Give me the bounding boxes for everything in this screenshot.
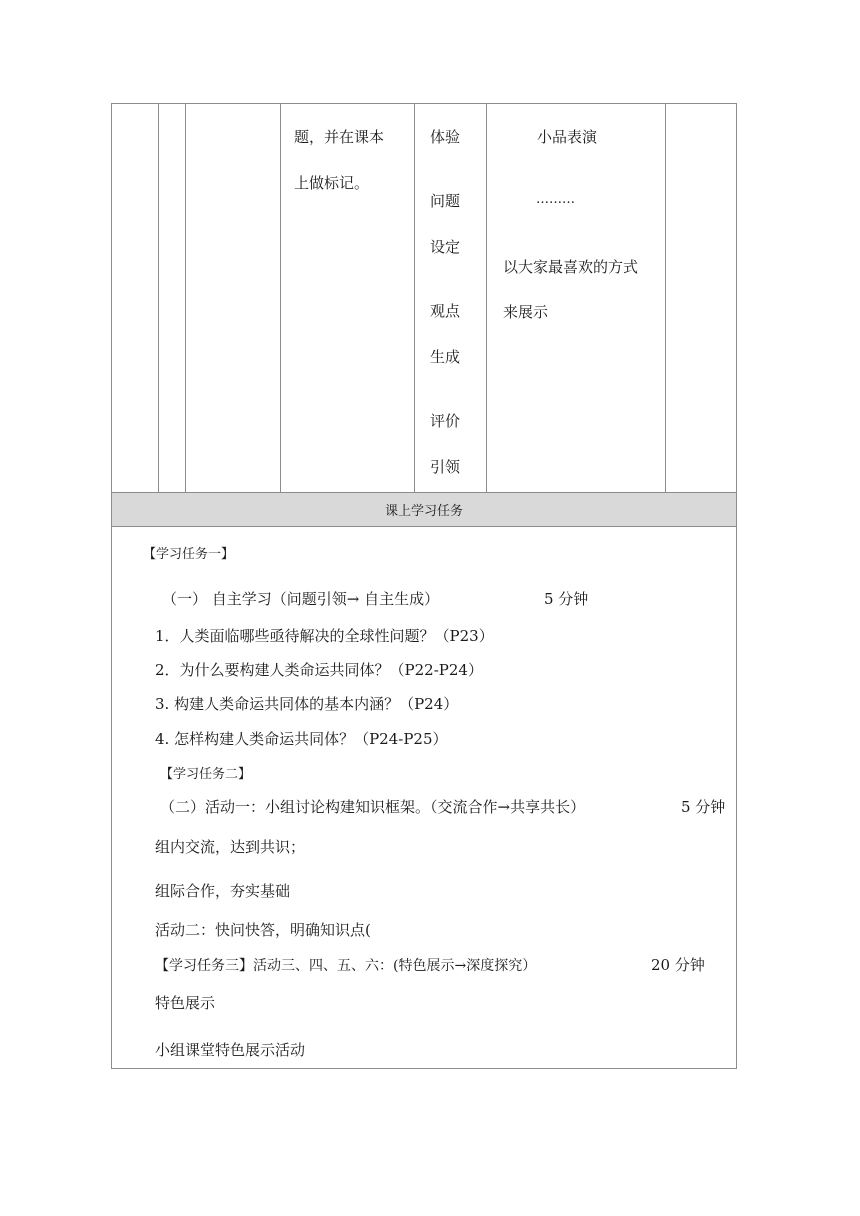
body-text: 组际合作，夯实基础 bbox=[155, 882, 291, 900]
task-line: 【学习任务三】活动三、四、五、六：(特色展示→深度探究） bbox=[155, 958, 537, 974]
part-time: 5 分钟 bbox=[681, 798, 726, 816]
section-header: 课上学习任务 bbox=[112, 493, 736, 527]
task-label: 【学习任务一】 bbox=[143, 547, 235, 562]
part-time: 20 分钟 bbox=[651, 956, 705, 974]
column-divider bbox=[665, 103, 666, 493]
part-title: （二）活动一：小组讨论构建知识框架。（交流合作→共享共长） bbox=[160, 798, 586, 816]
cell-text: 题，并在课本 bbox=[294, 128, 385, 146]
cell-text: 引领 bbox=[430, 458, 461, 476]
cell-text: 生成 bbox=[430, 348, 461, 366]
cell-text: 问题 bbox=[430, 192, 461, 210]
cell-text: 小品表演 bbox=[537, 128, 598, 146]
column-divider bbox=[185, 103, 186, 493]
column-divider bbox=[280, 103, 281, 493]
column-divider bbox=[486, 103, 487, 493]
cell-text: 观点 bbox=[430, 302, 461, 320]
cell-text: 设定 bbox=[430, 238, 461, 256]
column-divider bbox=[158, 103, 159, 493]
body-text: 活动二：快问快答，明确知识点( bbox=[155, 921, 371, 939]
part-title: （一） 自主学习（问题引领→ 自主生成） bbox=[162, 590, 440, 608]
column-divider bbox=[414, 103, 415, 493]
question-item: 4. 怎样构建人类命运共同体？（P24-P25） bbox=[155, 730, 448, 748]
part-time: 5 分钟 bbox=[544, 590, 589, 608]
task-label: 【学习任务二】 bbox=[160, 767, 252, 782]
cell-text: ……… bbox=[536, 192, 575, 207]
cell-text: 以大家最喜欢的方式 bbox=[503, 258, 639, 276]
cell-text: 体验 bbox=[430, 128, 461, 146]
question-item: 1．人类面临哪些亟待解决的全球性问题？（P23） bbox=[155, 627, 494, 645]
cell-text: 上做标记。 bbox=[294, 174, 370, 192]
cell-text: 评价 bbox=[430, 412, 461, 430]
cell-text: 来展示 bbox=[503, 303, 549, 321]
body-text: 小组课堂特色展示活动 bbox=[155, 1041, 306, 1059]
question-item: 3. 构建人类命运共同体的基本内涵？（P24） bbox=[155, 695, 459, 713]
body-text: 组内交流，达到共识； bbox=[155, 838, 306, 856]
question-item: 2．为什么要构建人类命运共同体？（P22-P24） bbox=[155, 661, 483, 679]
body-text: 特色展示 bbox=[155, 994, 216, 1012]
